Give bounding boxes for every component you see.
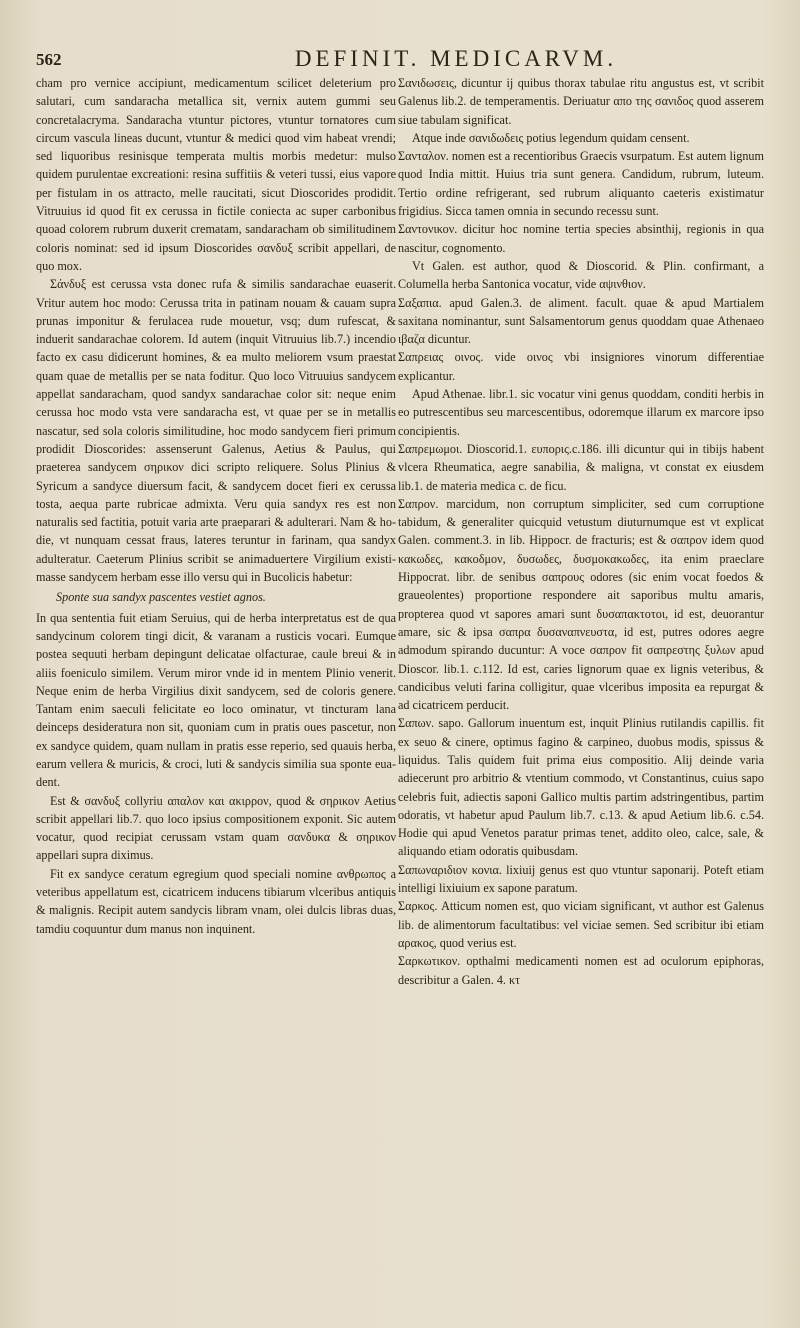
paragraph: Atque inde σανιδωδεις potius legendum quidam censent. xyxy=(412,130,690,145)
right-column xyxy=(398,74,764,1314)
page-number: 562 xyxy=(36,50,62,69)
entry-saxapia: Σαξαπια. apud Galen.3. de aliment. facult. quae & apud Martialem saxitana nominantur, sunt Salsamentorum genus quoddam quae Athenaeo ιβαζα dicuntur. xyxy=(398,295,764,347)
page-header xyxy=(36,46,770,74)
left-column xyxy=(36,74,396,1314)
entry-santonikon: Σαντονικον. dicitur hoc nomine tertia species absinthij, regionis in qua nascitur, cognomento. xyxy=(398,222,764,255)
paragraph: Fit ex sandyce ceratum egregium quod speciali nomine ανθρωπος a veteribus appellatum est, cicatricem inducens tibiarum vlceribus antiquis & malignis. Recipit autem sandycis libram vnam, olei dulcis libras duas, tamdiu coquuntur dum manus non inquinent. xyxy=(36,866,396,936)
entry-sapon: Σαπων. sapo. Gallorum inuentum est, inquit Plinius rutilandis capillis. fit ex seuo & cinere, optimus fagino & carpineo, duobus modis, spissus & liquidus. Talis quidem fuit prima eius compositio. Alij deinde varia adiecerunt pro arbitrio & vtentium commodo, vt Constantinus, cuius sapo celebris fuit, adiectis saponi Gallico multis partim adstringentibus, partim odoratis, vt habetur apud Paulum lib.7. c.13. & apud Aetium lib.6. c.54. Hodie qui apud Venetos paratur primas tenet, addito oleo, calce, sale, & aliquando etiam odoratis quibusdam. xyxy=(398,716,764,859)
entry-sandyx: Σάνδυξ est cerussa vsta donec rufa & similis sandarachae euaserit. Vritur autem hoc modo: Cerussa trita in patinam nouam & cauam supra prunas imponitur & ferulacea rude mouetur, vsq; dum rufescat, & induerit sandarachae colorem. Id autem (inquit Vitruuius lib.7.) incendio facto ex casu didicerunt homines, & ea multo meliorem vsum praestat quam quae de metallis per se nata foditur. Quo loco Vitruuius sandycem appellat sandaracham, quod sandyx sandarachae color sit: neque enim cerussa hoc modo vsta vere sandaracha est, vt quae per se in metallis nascatur, sed sola coloris similitudine, hoc modo sandycem fieri primum prodidit Dioscorides: assenserunt Galenus, Aetius & Paulus, qui praeterea sandycem σηρικον dici scripto reliquere. Solus Plinius & Syricum a sandyce diuersum facit, & sandycem docet fieri ex cerussa tosta, aequa parte rubricae admixta. Veru quia sandyx res est non naturalis sed factitia, potuit varia arte praeparari & adulterari. Nam & hodie, vt nunquam cessat fraus, lateres teruntur in farinam, qua sandyx adulteratur. Caeterum Plinius scribit se animaduertere Virgilium existimasse sandycem herbam esse illo versu qui in Bucolicis habetur: xyxy=(36,277,396,585)
entry-saponaridion: Σαπωναριδιον κονια. lixiuij genus est quo vtuntur saponarij. Poteft etiam intelligi lixiuium ex sapone paratum. xyxy=(398,862,764,896)
entry-sapremomoi: Σαπρεμωμοι. Dioscorid.1. ευπορις.c.186. illi dicuntur qui in tibijs habent vlcera Rheumatica, aegre sanabilia, & maligna, vt constat ex eiusdem lib.1. de materia medica c. de ficu. xyxy=(398,441,764,493)
entry-saprias-oinos: Σαπρειας οινος. vide οινος vbi insigniores vinorum differentiae explicantur. xyxy=(398,350,764,383)
verse-quote: Sponte sua sandyx pascentes vestiet agnos. xyxy=(56,590,266,605)
paragraph: cham pro vernice accipiunt, medicamentum scilicet deleterium pro salutari, cum sandaracha metallica sit, vernix autem gummi seu concretalacryma. Sandaracha vtuntur pictores, vtuntur tornatores cum circum vascula lineas ducunt, vtuntur & medici quod vim habeat vrendi; sed liquoribus resinisque temperata multis morbis medetur: mulso quidem purulentae excreationi: resina suffitiis & veteri tussi, eius vapore per fistulam in os attracto, melle raucitati, sicut Dioscorides prodidit. Vitruuius id quod fit ex cerussa in fictile coniecta ac super carbonibus quoad colorem rubrum duxerit crematam, sandaracham ob similitudinem coloris nominat: sed id ipsum Dioscorides σανδυξ scribit appellari, de quo mox. xyxy=(36,76,396,273)
paragraph: Apud Athenae. libr.1. sic vocatur vini genus quoddam, conditi herbis in eo putrescentibus seu marcescentibus, odoremque illarum ex marcore ipso concipientis. xyxy=(398,387,764,438)
entry-sarkos: Σαρκος. Atticum nomen est, quo viciam significant, vt author est Galenus lib. de alimentorum facultatibus: vel viciae semen. Sed scribitur ibi etiam αρακος, quod verius est. xyxy=(398,899,764,950)
entry-sarkotikon: Σαρκωτικον. opthalmi medicamenti nomen est ad oculorum epiphoras, describitur a Galen. 4. κτ xyxy=(398,954,764,987)
entry-sanidoseis: Σανιδωσεις, dicuntur ij quibus thorax tabulae ritu angustus est, vt scribit Galenus lib.2. de temperamentis. Deriuatur απο της σανιδος quod asserem siue tabulam significat. xyxy=(398,76,764,127)
entry-sapron: Σαπρον. marcidum, non corruptum simpliciter, sed cum corruptione tabidum, & generaliter quicquid vetustum diuturnumque est vt explicat Galen. comment.3. in lib. Hippocr. de fracturis; est & σαπρον idem quod κακωδες, κακοδμον, δυσωδες, δυσμοκακωδες, ita enim praeclare Hippocrat. libr. de senibus σαπρους odores (sic enim vocat foedos & graueolentes) proportione respondere ait saporibus multu amaris, propterea quod vt sapores amari sunt δυσαπακτοτοι, id est, deuorantur amare, sic & ipsa σαπρα δυσαναπνευστα, id est, putres odores aegre admodum spirando ducuntur: A voce σαπρον fit σαπρεστης ξυλων apud Dioscor. lib.1. c.112. Id est, caries lignorum quae ex lignis veteribus, & candicibus veluti farina colligitur, quae vlceribus imposita ea repurgat & ad cicatricem perducit. xyxy=(398,496,764,713)
paragraph: Est & σανδυξ collyriu απαλον και ακιρρον, quod & σηρικον Aetius scribit appellari lib.7. quo loco ipsius compositionem exponit. Sic autem vocatur, quod recipiat cerussam vstam quam σανδυκα & σηρικον appellari supra diximus. xyxy=(36,793,396,863)
running-title: DEFINIT. MEDICARVM. xyxy=(294,46,618,71)
paragraph: Vt Galen. est author, quod & Dioscorid. & Plin. confirmant, a Columella herba Santonica vocatur, vide αψινθιον. xyxy=(398,258,764,292)
paragraph: In qua sententia fuit etiam Seruius, qui de herba interpretatus est de qua sandycinum colorem tingi dicit, & varanam a rusticis vocari. Eumque postea sequuti herbam depingunt delicatae olfacturae, caule breui & in aliis foeniculo similem. Verum miror vnde id in mentem Plinio venerit. Neque enim de herba Virgilius dixit sandycem, sed de coloris genere. Tantam enim saeculi felicitate eo loco ominatur, vt tincturam lana deinceps desideratura non sit, quoniam cum in pratis oues pascetur, non ex sandyce quidem, quam nullam in pratis esse reperio, sed quauis herba, earum vellera & muricis, & croci, luti & sandycis similia sua sponte euadent. xyxy=(36,610,396,790)
entry-santalon: Σανταλον. nomen est a recentioribus Graecis vsurpatum. Est autem lignum quod India mittit. Huius tria sunt genera. Candidum, rubrum, luteum. Tertio ordine refrigerant, sed rubrum aliquanto caeteris existimatur frigidius. Sicca tamen omnia in secundo recessu sunt. xyxy=(398,149,764,219)
